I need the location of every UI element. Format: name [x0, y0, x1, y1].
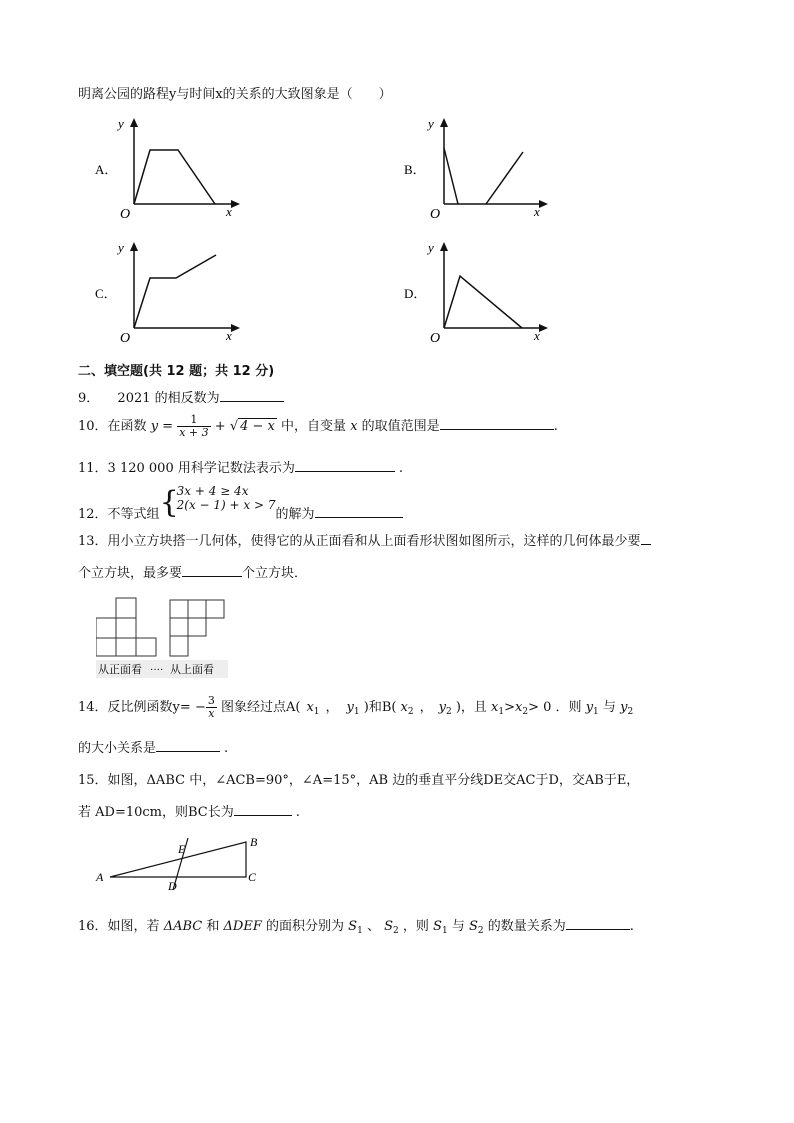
question-number: 11． [78, 461, 108, 476]
origin-label: O [120, 207, 131, 222]
q13-view-figure [96, 596, 236, 680]
question-intro: 明离公园的路程y与时间x的关系的大致图象是（ ） [78, 87, 392, 102]
option-label-c: C． [95, 286, 117, 301]
origin-label: O [430, 331, 441, 346]
question-text: 的数量关系为 [487, 919, 566, 934]
sqrt-symbol: √ [229, 419, 239, 434]
y-axis-label: y [118, 116, 124, 131]
question-number: 9． [78, 391, 100, 406]
question-16: 16．如图，若 ΔABC 和 ΔDEF 的面积分别为 $S_1$ 、 $S_2$ ，则 $S_1$ 与 $S_2$ 的数量关系为 . [78, 915, 634, 936]
y-axis-label: y [118, 240, 124, 255]
question-11 [78, 457, 403, 476]
period: . [295, 805, 300, 820]
label-c: C [248, 870, 257, 884]
question-text: 个立方块，最多要 [78, 566, 183, 581]
inequality-system [177, 484, 276, 512]
period: . [398, 461, 403, 476]
variable: x [350, 419, 358, 434]
y-axis-label: y [428, 116, 434, 131]
label-e: E [178, 842, 186, 856]
s2: S [384, 919, 393, 934]
period: . [224, 741, 229, 756]
question-15 [78, 769, 639, 788]
label-d: D [168, 879, 177, 893]
question-text: ．则 [555, 700, 582, 715]
question-text: 反比例函数y= [107, 700, 191, 715]
question-text: 若 AD=10cm，则BC长为 [78, 805, 234, 820]
graph-option-b [398, 114, 558, 222]
answer-blank-min[interactable] [641, 531, 651, 545]
var-x1: x [306, 700, 314, 715]
system-brace: { [159, 485, 179, 520]
formula-y: y = [150, 419, 174, 434]
answer-blank[interactable] [234, 802, 292, 816]
var-y1: y [346, 700, 354, 715]
question-number: 16． [78, 919, 108, 934]
option-label-d: D． [404, 286, 427, 301]
question-text: 在函数 [107, 419, 147, 434]
question-number: 15． [78, 773, 108, 788]
x-axis-label: x [534, 204, 540, 219]
question-text: ，则 [402, 919, 429, 934]
question-number: 10． [78, 419, 108, 434]
label-b: B [250, 835, 258, 849]
question-text: 2021 的相反数为 [117, 391, 220, 406]
question-text: 用小立方块搭一几何体，使得它的从正面看和从上面看形状图如图所示，这样的几何体最少要 [107, 534, 641, 549]
question-text: 的取值范围是 [361, 419, 440, 434]
top-view-label: 从上面看 [170, 664, 214, 676]
question-text: 不等式组 [107, 507, 160, 522]
answer-blank-max[interactable] [182, 563, 242, 577]
section-heading: 二、填空题(共 12 题；共 12 分) [78, 364, 275, 379]
question-12 [78, 484, 403, 522]
var-x2: x [400, 700, 408, 715]
question-text: 图象经过点A( [220, 700, 301, 715]
question-13-line2 [78, 562, 307, 581]
question-number: 13． [78, 534, 108, 549]
fraction: $\frac{3}{x}$ [207, 694, 215, 720]
question-10 [78, 414, 558, 439]
inequality-1: 3x + 4 ≥ 4x [176, 484, 249, 498]
graph-option-c [90, 238, 250, 346]
question-number: 12． [78, 507, 108, 522]
dots: ···· [150, 665, 164, 676]
option-label-b: B． [404, 162, 426, 177]
answer-blank[interactable] [440, 416, 554, 430]
period: . [629, 919, 634, 934]
question-text: )和B( [363, 700, 397, 715]
answer-blank[interactable] [156, 738, 220, 752]
question-15-line2 [78, 801, 300, 820]
x-axis-label: x [226, 328, 232, 343]
answer-blank[interactable] [295, 458, 395, 472]
question-text: 个立方块． [242, 566, 308, 581]
answer-blank[interactable] [315, 504, 403, 518]
y-axis-label: y [428, 240, 434, 255]
answer-blank[interactable] [566, 916, 630, 930]
minus-sign: − [194, 700, 206, 715]
s1: S [348, 919, 358, 934]
plus-sign: + [214, 419, 226, 434]
graph-option-a [90, 114, 250, 222]
graph-option-d [398, 238, 558, 346]
question-text: )，且 [455, 700, 487, 715]
question-text: 的大小关系是 [78, 741, 157, 756]
origin-label: O [120, 331, 131, 346]
triangle-abc: ΔABC [163, 919, 203, 934]
triangle-def: ΔDEF [223, 919, 262, 934]
x-axis-label: x [534, 328, 540, 343]
q15-triangle-figure [94, 832, 274, 894]
sqrt-body: 4 − x [240, 419, 275, 434]
question-14-line2 [78, 737, 228, 756]
answer-blank[interactable] [220, 388, 284, 402]
var-x1: x [491, 700, 499, 715]
question-text: 中，自变量 [281, 419, 347, 434]
question-9 [78, 387, 284, 406]
origin-label: O [430, 207, 441, 222]
inequality-2: 2(x − 1) + x > 7 [176, 498, 276, 512]
question-text: 如图，ΔABC 中，∠ACB=90°，∠A=15°，AB 边的垂直平分线DE交AC于D，交AB于E， [107, 773, 640, 788]
question-14: 14．反比例函数y= − $\frac{3}{x}$ 图象经过点A( $x_1$ ， $y_1$ )和B( $x_2$ ， $y_2$ )，且 $x_1>x_2> 0$ ．则 $y_1$ 与 $y_2$ [78, 694, 634, 720]
front-view-label: 从正面看 [98, 664, 142, 676]
question-text: 如图，若 [107, 919, 160, 934]
question-number: 14． [78, 700, 108, 715]
question-text: 的面积分别为 [266, 919, 345, 934]
option-label-a: A． [95, 162, 118, 177]
question-text: 的解为 [275, 507, 315, 522]
x-axis-label: x [226, 204, 232, 219]
period: . [553, 419, 558, 434]
question-text: 3 120 000 用科学记数法表示为 [107, 461, 295, 476]
question-13 [78, 530, 651, 549]
fraction: $\frac{1}{x + 3}$ [179, 413, 209, 439]
label-a: A [96, 870, 104, 884]
var-y2: y [438, 700, 446, 715]
